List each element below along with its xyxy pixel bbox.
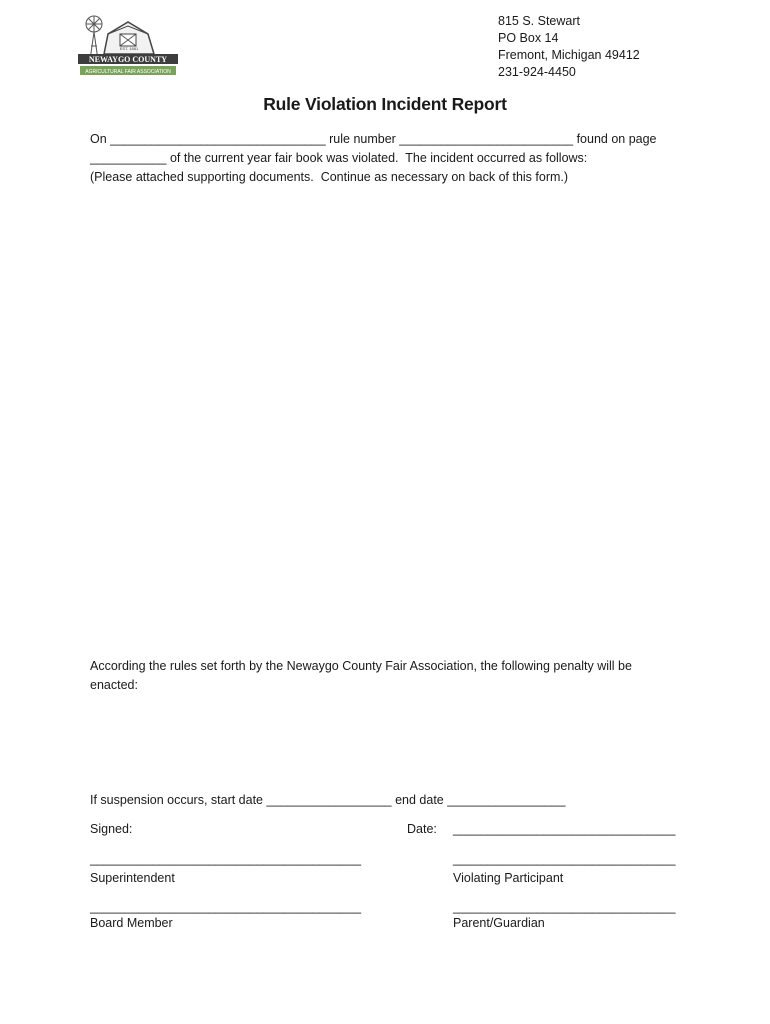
barn-windmill-logo-icon [78,14,182,82]
date-line: ________________________________ [453,822,676,836]
participant-signature-line: ________________________________ [453,852,676,866]
page-title: Rule Violation Incident Report [263,94,507,114]
board-member-label: Board Member [90,916,173,930]
parent-guardian-label: Parent/Guardian [453,916,545,930]
superintendent-signature-line: _______________________________________ [90,852,362,866]
logo-org-name: NEWAYGO COUNTY [88,55,168,64]
intro-note: (Please attached supporting documents. Continue as necessary on back of this form.) [90,170,569,184]
date-label: Date: [407,822,437,836]
suspension-dates: If suspension occurs, start date __________________ end date _________________ [90,793,566,807]
superintendent-label: Superintendent [90,871,175,885]
address-street: 815 S. Stewart [498,14,580,28]
address-phone: 231-924-4450 [498,65,576,79]
logo-est: EST. 1881 [119,46,139,51]
logo-org-subtitle: AGRICULTURAL FAIR ASSOCIATION [85,69,171,75]
address-po-box: PO Box 14 [498,31,559,45]
address-city: Fremont, Michigan 49412 [498,48,640,62]
penalty-line-1: According the rules set forth by the Newaygo County Fair Association, the following penalty will be [90,659,632,673]
signed-label: Signed: [90,822,133,836]
parent-signature-line: ________________________________ [453,900,676,914]
fair-logo [78,14,182,82]
address-block [498,13,640,81]
violating-participant-label: Violating Participant [453,871,564,885]
penalty-line-2: enacted: [90,678,138,692]
board-member-signature-line: _______________________________________ [90,900,362,914]
intro-line-2: ___________ of the current year fair book was violated. The incident occurred as follows: [90,151,588,165]
intro-line-1: On _______________________________ rule number _________________________ found on page [90,132,657,146]
